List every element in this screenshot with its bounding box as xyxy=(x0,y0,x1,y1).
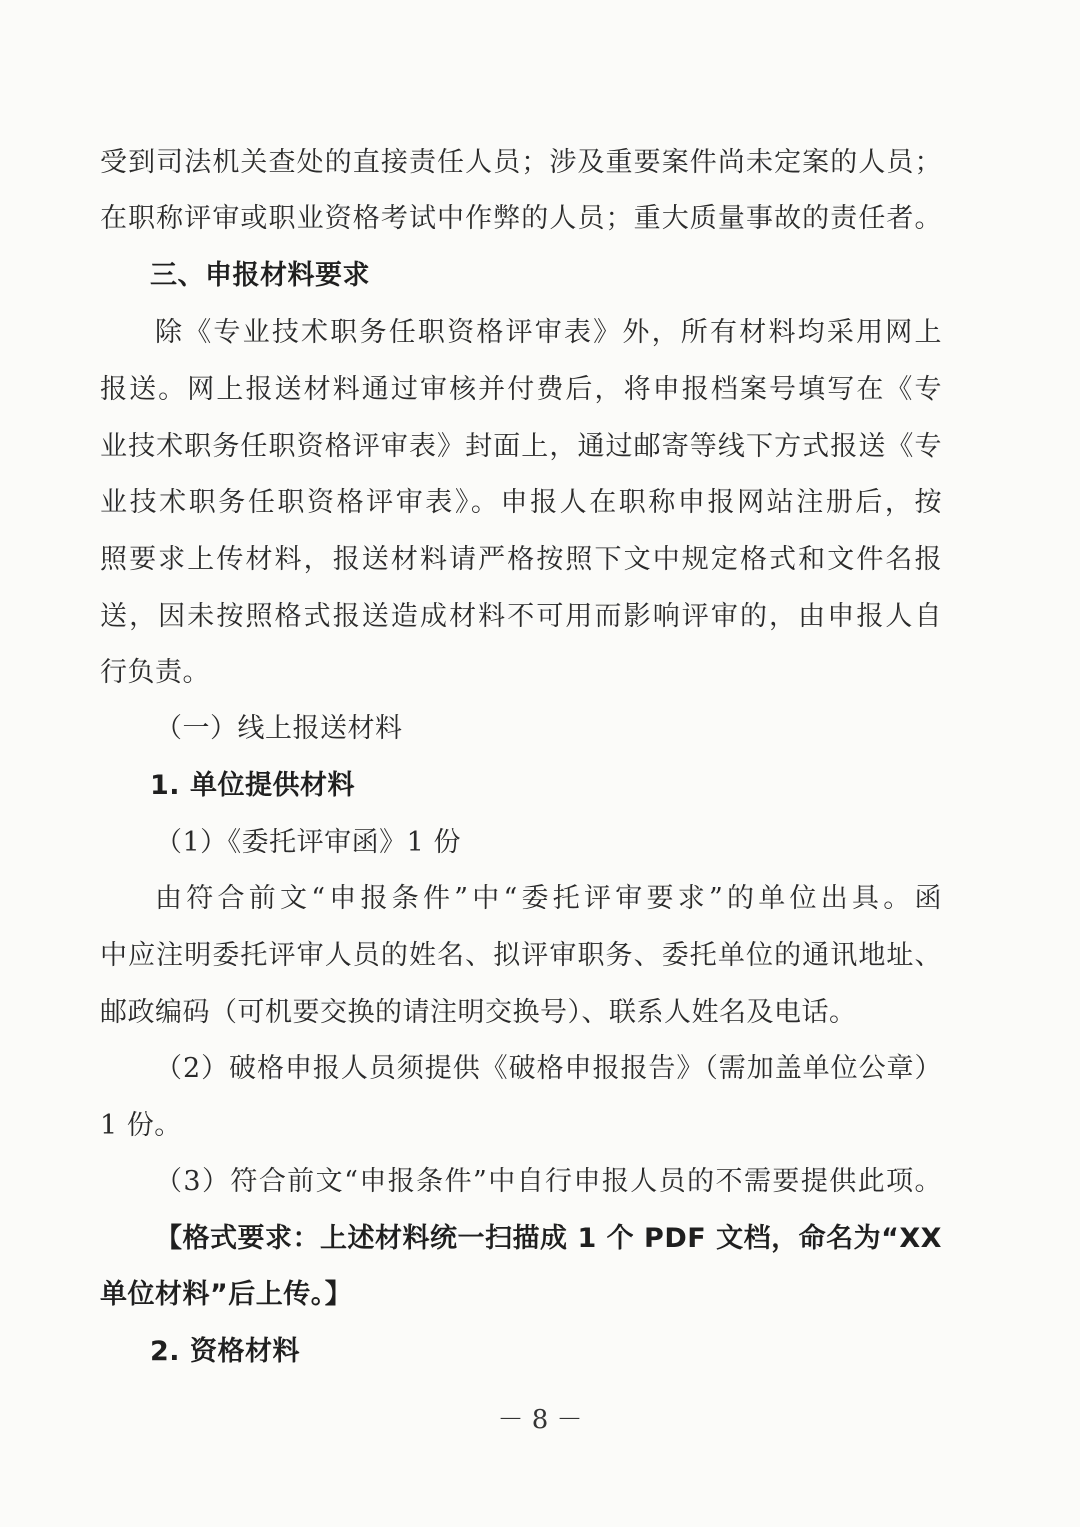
paragraph-line: 中应注明委托评审人员的姓名、拟评审职务、委托单位的通讯地址、 xyxy=(100,940,942,971)
subsection-heading: （一）线上报送材料 xyxy=(155,713,403,744)
paragraph-line: 受到司法机关查处的直接责任人员；涉及重要案件尚未定案的人员； xyxy=(100,147,942,178)
paragraph-line: 除《专业技术职务任职资格评审表》外，所有材料均采用网上 xyxy=(155,317,942,348)
list-item: （1）《委托评审函》1 份 xyxy=(155,827,461,858)
item-heading: 2. 资格材料 xyxy=(150,1336,300,1367)
format-requirement: 【格式要求：上述材料统一扫描成 1 个 PDF 文档，命名为“XX xyxy=(155,1223,942,1254)
page-number: － 8 － xyxy=(497,1405,583,1435)
format-requirement: 单位材料”后上传。】 xyxy=(100,1279,353,1310)
paragraph-line: 1 份。 xyxy=(100,1110,182,1141)
paragraph-line: 在职称评审或职业资格考试中作弊的人员；重大质量事故的责任者。 xyxy=(100,203,942,234)
section-heading: 三、申报材料要求 xyxy=(150,260,370,291)
paragraph-line: 报送。网上报送材料通过审核并付费后，将申报档案号填写在《专 xyxy=(100,374,942,405)
paragraph-line: 照要求上传材料，报送材料请严格按照下文中规定格式和文件名报 xyxy=(100,544,942,575)
item-heading: 1. 单位提供材料 xyxy=(150,770,355,801)
list-item: （2）破格申报人员须提供《破格申报报告》（需加盖单位公章） xyxy=(155,1053,942,1084)
paragraph-line: 行负责。 xyxy=(100,657,210,688)
paragraph-line: 业技术职务任职资格评审表》。申报人在职称申报网站注册后，按 xyxy=(100,487,942,518)
list-item: （3）符合前文“申报条件”中自行申报人员的不需要提供此项。 xyxy=(155,1166,942,1197)
paragraph-line: 业技术职务任职资格评审表》封面上，通过邮寄等线下方式报送《专 xyxy=(100,431,942,462)
paragraph-line: 送，因未按照格式报送造成材料不可用而影响评审的，由申报人自 xyxy=(100,601,942,632)
paragraph-line: 由符合前文“申报条件”中“委托评审要求”的单位出具。函 xyxy=(155,883,942,914)
paragraph-line: 邮政编码（可机要交换的请注明交换号）、联系人姓名及电话。 xyxy=(100,997,857,1028)
